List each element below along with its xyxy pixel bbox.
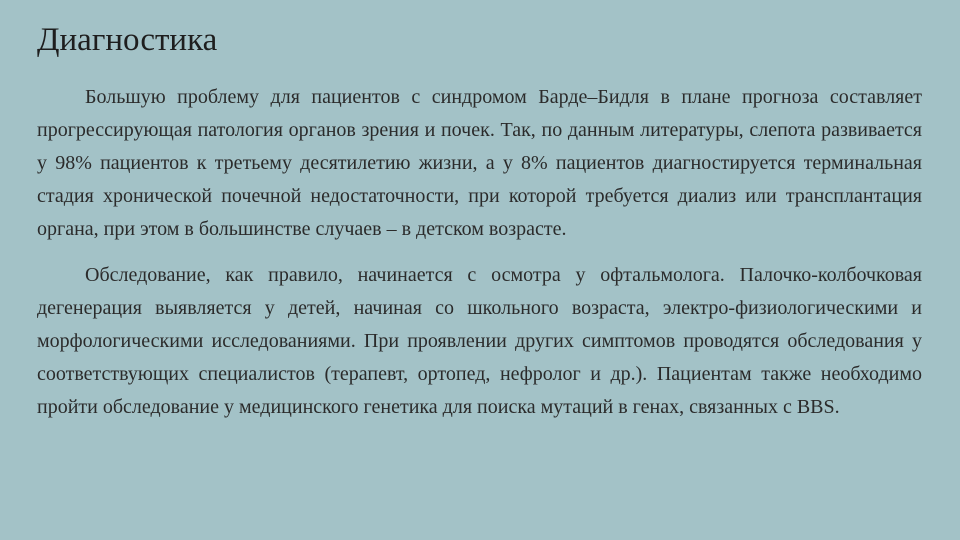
paragraph-examination: Обследование, как правило, начинается с осмотра у офтальмолога. Палочко-колбочковая дегенерация выявляется у детей, начиная со школьного возраста, электро-физиологическими и морфологическими исследованиями. При проявлении других симптомов проводятся обследования у соответствующих специалистов (терапевт, ортопед, нефролог и др.). Пациентам также необходимо пройти обследование у медицинского генетика для поиска мутаций в генах, связанных с BBS. xyxy=(37,264,922,418)
slide-title: Диагностика xyxy=(37,22,218,58)
paragraph-prognosis: Большую проблему для пациентов с синдромом Барде–Бидля в плане прогноза составляет прогрессирующая патология органов зрения и почек. Так, по данным литературы, слепота развивается у 98% пациентов к третьему десятилетию жизни, а у 8% пациентов диагностируется терминальная стадия хронической почечной недостаточности, при которой требуется диализ или трансплантация органа, при этом в большинстве случаев – в детском возрасте. xyxy=(37,86,922,240)
slide-body xyxy=(37,81,922,424)
